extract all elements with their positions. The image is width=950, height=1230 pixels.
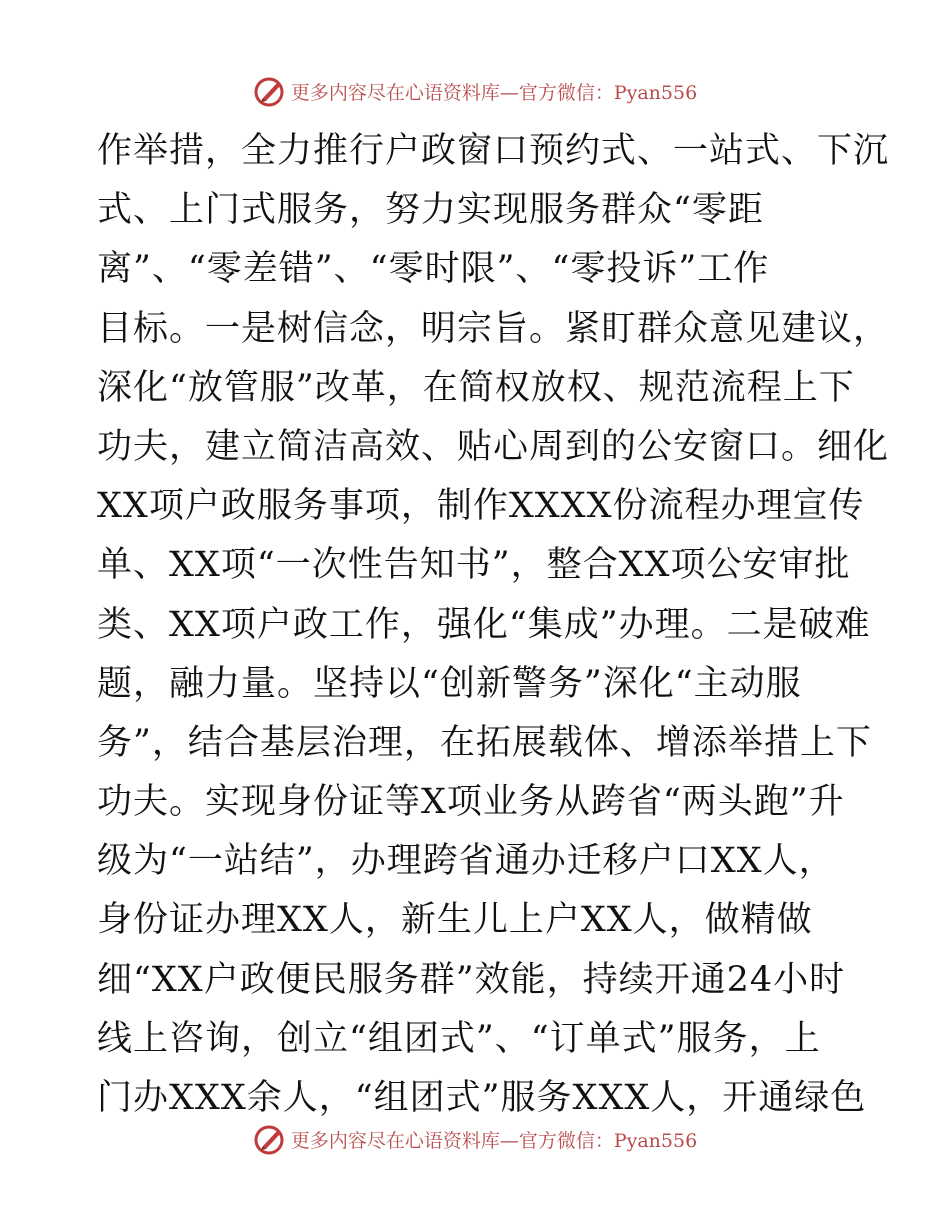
text-line: 目标。一是树信念，明宗旨。紧盯群众意见建议，: [97, 308, 890, 349]
header-watermark-text: 更多内容尽在心语资料库—官方微信：Pyan556: [290, 81, 698, 104]
text-line: 类、XX项户政工作，强化“集成”办理。二是破难: [97, 604, 871, 645]
pen-logo-icon: [253, 1122, 287, 1156]
document-body: [97, 122, 890, 1128]
text-line: 级为“一站结”，办理跨省通办迁移户口XX人，: [97, 841, 835, 882]
text-line: 细“XX户政便民服务群”效能，持续开通24小时: [97, 959, 846, 1000]
text-line: 功夫，建立简洁高效、贴心周到的公安窗口。细化: [97, 426, 890, 467]
footer-watermark: [0, 1119, 950, 1159]
text-line: 作举措，全力推行户政窗口预约式、一站式、下沉: [97, 131, 890, 171]
text-line: 单、XX项“一次性告知书”，整合XX项公安审批: [97, 545, 851, 586]
pen-logo-icon: [253, 74, 287, 108]
text-line: XX项户政服务事项，制作XXXX份流程办理宣传: [97, 486, 865, 527]
text-line: 离”、“零差错”、“零时限”、“零投诉”工作: [97, 249, 770, 290]
text-line: 式、上门式服务，努力实现服务群众“零距: [97, 190, 764, 231]
text-line: 务”，结合基层治理，在拓展载体、增添举措上下: [97, 722, 872, 763]
footer-watermark-text: 更多内容尽在心语资料库—官方微信：Pyan556: [290, 1129, 698, 1152]
text-line: 功夫。实现身份证等X项业务从跨省“两头跑”升: [97, 782, 845, 823]
text-line: 门办XXX余人，“组团式”服务XXX人，开通绿色: [97, 1078, 867, 1118]
header-watermark: [0, 71, 950, 111]
text-line: 身份证办理XX人，新生儿上户XX人，做精做: [97, 900, 813, 941]
text-line: 题，融力量。坚持以“创新警务”深化“主动服: [97, 663, 802, 704]
text-line: 深化“放管服”改革，在简权放权、规范流程上下: [97, 367, 855, 408]
text-line: 线上咨询，创立“组团式”、“订单式”服务，上: [97, 1018, 821, 1059]
